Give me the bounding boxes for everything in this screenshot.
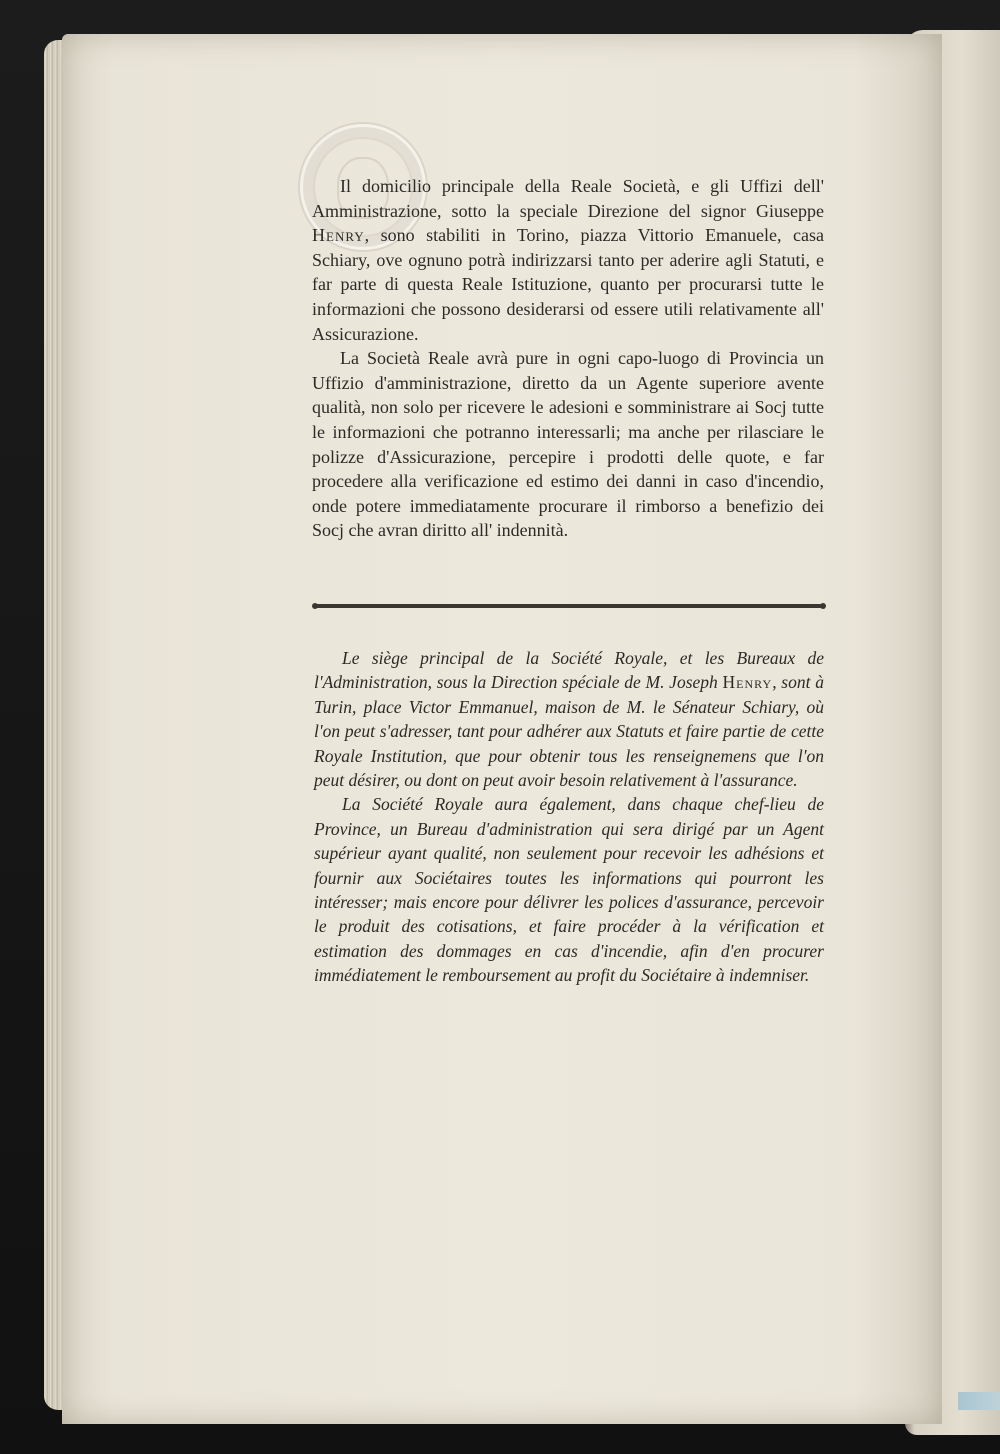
italian-paragraph-2: La Società Reale avrà pure in ogni capo-luogo di Provincia un Uffizio d'amministrazione, diretto da un Agente superiore avente qualità, non solo per ricevere le adesioni e somministrare ai Socj tutte le informazioni che potranno interessarli; ma anche per rilasciare le polizze d'Assicurazione, percepire i prodotti delle quote, e far procedere alla verificazione ed estimo dei danni in caso d'incendio, onde potere immediatamente procurare il rimborso a benefizio dei Socj che avran diritto all' indennità. bbox=[312, 348, 824, 541]
french-paragraph-1 bbox=[314, 646, 824, 792]
italian-paragraph-1-end: , sono stabiliti in Torino, piazza Vittorio Emanuele, casa Schiary, ove ognuno potrà indirizzarsi tanto per aderire agli Statuti, e far parte di questa Reale Istituzione, quanto per procurarsi tutte le informazioni che possono desiderarsi od essere utili relativamente all' Assicurazione. bbox=[312, 225, 824, 344]
director-name: Henry bbox=[312, 225, 365, 246]
director-name-french: Henry bbox=[722, 672, 773, 693]
section-divider-rule bbox=[316, 604, 822, 608]
italian-paragraph-1-start: Il domicilio principale della Reale Società, e gli Uffizi dell' Amministrazione, sotto la speciale Direzione del signor Giuseppe bbox=[312, 176, 824, 221]
french-paragraph-2: La Société Royale aura également, dans chaque chef-lieu de Province, un Bureau d'administration qui sera dirigé par un Agent supérieur ayant qualité, non seulement pour recevoir les adhésions et fournir aux Sociétaires toutes les informations qui pourront les intéresser; mais encore pour délivrer les polices d'assurance, percevoir le produit des cotisations, et faire procéder à la vérification et estimation des dommages en cas d'incendie, afin d'en procurer immédiatement le remboursement au profit du Sociétaire à indemniser. bbox=[314, 794, 824, 986]
french-paragraph-1-start: Le siège principal de la Société Royale, et les Bureaux de l'Administration, sous la Direction spéciale de M. Joseph bbox=[314, 648, 824, 693]
italian-text-section bbox=[312, 174, 824, 543]
blue-paper-edge bbox=[958, 1392, 1000, 1410]
italian-paragraph-1 bbox=[312, 174, 824, 346]
french-paragraph-1-end: , sont à Turin, place Victor Emmanuel, maison de M. le Sénateur Schiary, où l'on peut s'adresser, tant pour adhérer aux Statuts et faire partie de cette Royale Institution, que pour obtenir tous les renseignemens que l'on peut désirer, ou dont on peut avoir besoin relativement à l'assurance. bbox=[314, 672, 824, 791]
french-text-section bbox=[314, 646, 824, 988]
